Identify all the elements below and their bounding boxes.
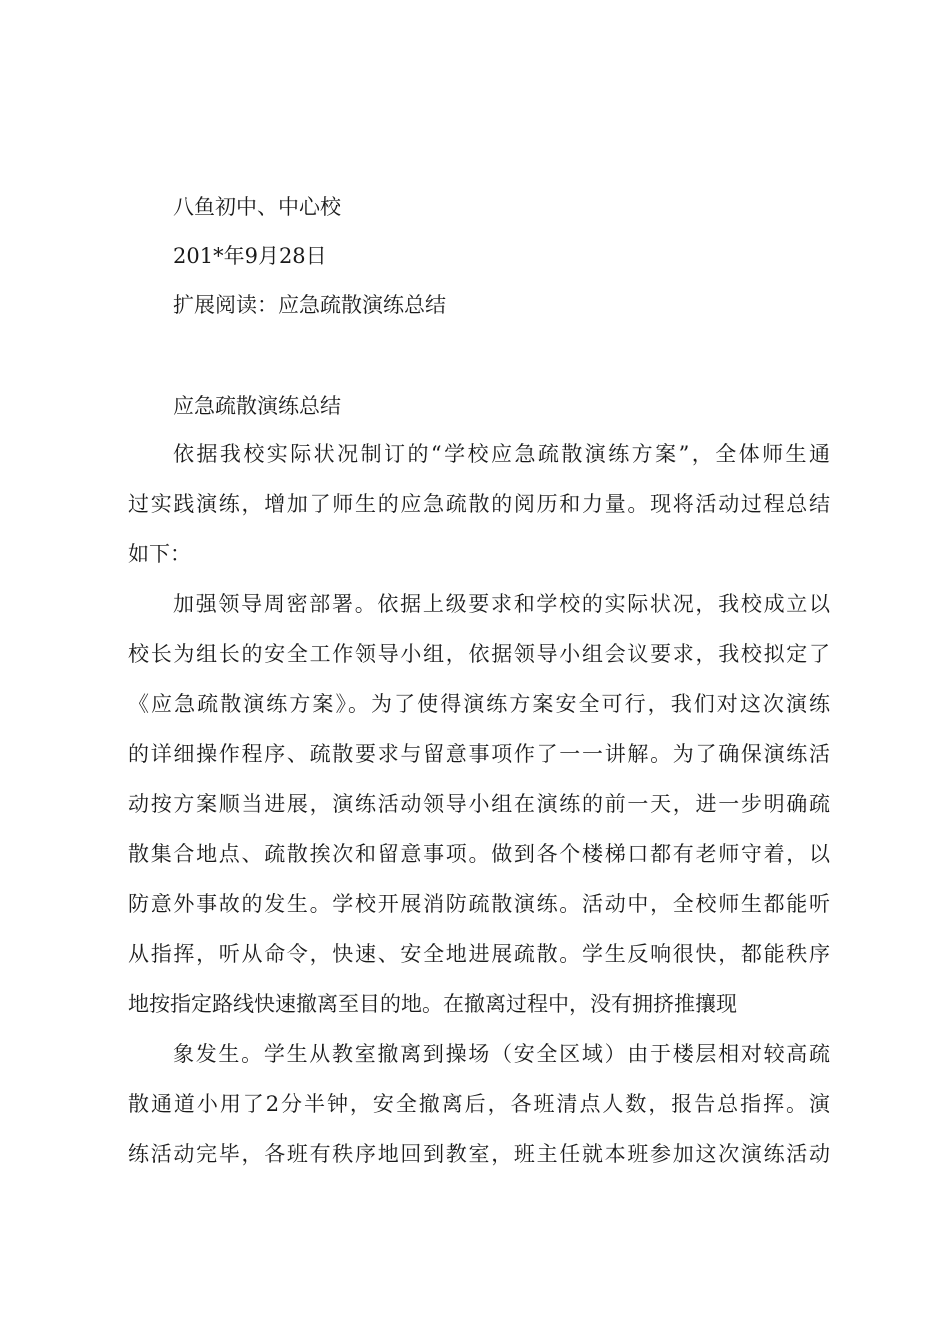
paragraph-1-line: 过实践演练，增加了师生的应急疏散的阅历和力量。现将活动过程总结: [128, 492, 830, 516]
paragraph-2-line: 校长为组长的安全工作领导小组，依据领导小组会议要求，我校拟定了: [128, 642, 830, 666]
paragraph-3-line: 练活动完毕，各班有秩序地回到教室，班主任就本班参加这次演练活动: [128, 1142, 830, 1166]
paragraph-2-line: 散集合地点、疏散挨次和留意事项。做到各个楼梯口都有老师守着，以: [128, 842, 830, 866]
paragraph-2-line: 的详细操作程序、疏散要求与留意事项作了一一讲解。为了确保演练活: [128, 742, 830, 766]
article-title: 应急疏散演练总结: [173, 394, 341, 418]
paragraph-2-line: 加强领导周密部署。依据上级要求和学校的实际状况，我校成立以: [173, 592, 830, 616]
document-date: 201*年9月28日: [173, 244, 327, 268]
paragraph-2-line: 从指挥，听从命令，快速、安全地进展疏散。学生反响很快，都能秩序: [128, 942, 830, 966]
extended-reading-heading: 扩展阅读：应急疏散演练总结: [173, 293, 446, 317]
paragraph-3-line: 象发生。学生从教室撤离到操场（安全区域）由于楼层相对较高疏: [173, 1042, 830, 1066]
paragraph-2-line: 《应急疏散演练方案》。为了使得演练方案安全可行，我们对这次演练: [128, 692, 830, 716]
paragraph-3-line: 散通道小用了2分半钟，安全撤离后，各班清点人数，报告总指挥。演: [128, 1092, 830, 1116]
paragraph-1-line: 依据我校实际状况制订的“学校应急疏散演练方案”，全体师生通: [173, 442, 830, 466]
paragraph-2-line: 防意外事故的发生。学校开展消防疏散演练。活动中，全校师生都能听: [128, 892, 830, 916]
org-name: 八鱼初中、中心校: [173, 195, 341, 219]
paragraph-1-line: 如下：: [128, 542, 191, 566]
paragraph-2-line: 动按方案顺当进展，演练活动领导小组在演练的前一天，进一步明确疏: [128, 792, 830, 816]
paragraph-2-line: 地按指定路线快速撤离至目的地。在撤离过程中，没有拥挤推攘现: [128, 992, 737, 1016]
